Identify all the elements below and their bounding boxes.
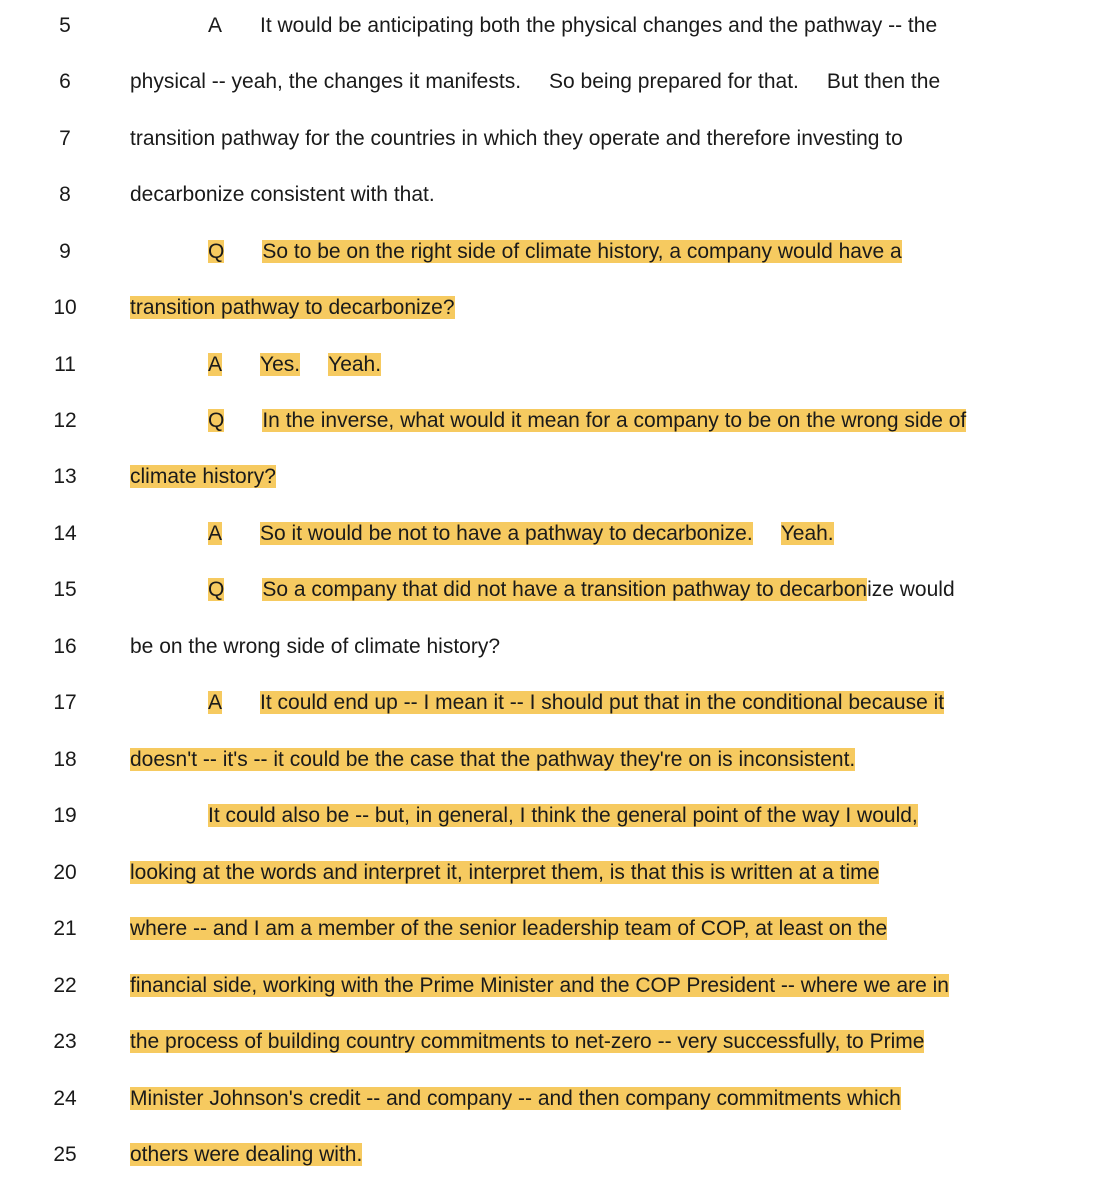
- speaker-label: Q: [208, 409, 225, 432]
- transcript-line: [0, 1021, 1115, 1061]
- question-text: So a company that did not have a transition pathway to decarbon: [262, 578, 868, 601]
- speaker-label: Q: [208, 578, 225, 601]
- line-number: 13: [53, 465, 77, 488]
- line-text: [130, 464, 276, 490]
- answer-text: financial side, working with the Prime Minister and the COP President -- where we are in: [130, 974, 949, 997]
- text-segment: So being prepared for that.: [549, 70, 799, 93]
- speaker-label: A: [208, 353, 223, 376]
- line-text: [130, 69, 940, 95]
- transcript-line: [0, 287, 1115, 327]
- transcript-line: [0, 626, 1115, 666]
- line-number: 21: [53, 917, 77, 940]
- transcript-line: [0, 739, 1115, 779]
- speaker-label: A: [208, 522, 223, 545]
- answer-text: Minister Johnson's credit -- and company -- and then company commitments which: [130, 1087, 901, 1110]
- transcript-line: [0, 174, 1115, 214]
- transcript-line: [0, 1078, 1115, 1118]
- speaker-label: Q: [208, 240, 225, 263]
- line-number: 5: [59, 14, 71, 37]
- transcript-line: [0, 852, 1115, 892]
- answer-text: It could end up -- I mean it -- I should put that in the conditional because it: [260, 691, 945, 714]
- question-text-unhighlighted: ize would: [867, 578, 955, 601]
- question-text: transition pathway to decarbonize?: [130, 296, 455, 319]
- answer-text: where -- and I am a member of the senior leadership team of COP, at least on the: [130, 917, 888, 940]
- transcript-line: [0, 231, 1115, 271]
- line-number: 18: [53, 748, 77, 771]
- answer-text: Yes.: [260, 353, 301, 376]
- line-number: 7: [59, 127, 71, 150]
- transcript-line: [0, 61, 1115, 101]
- line-text: [130, 1029, 924, 1055]
- line-number: 9: [59, 240, 71, 263]
- line-text: [130, 860, 879, 886]
- answer-text: doesn't -- it's -- it could be the case that the pathway they're on is inconsistent.: [130, 748, 856, 771]
- transcript-line: [0, 965, 1115, 1005]
- line-number: 19: [53, 804, 77, 827]
- line-number: 23: [53, 1030, 77, 1053]
- transcript-line: [0, 456, 1115, 496]
- line-text: [130, 747, 855, 773]
- transcript-line: [0, 344, 1115, 384]
- line-number: 22: [53, 974, 77, 997]
- line-text: [130, 1086, 901, 1112]
- line-text: [208, 352, 381, 378]
- answer-text: It would be anticipating both the physical changes and the pathway -- the: [260, 14, 938, 37]
- speaker-label: A: [208, 14, 223, 37]
- answer-text: looking at the words and interpret it, interpret them, is that this is written at a time: [130, 861, 880, 884]
- answer-text: It could also be -- but, in general, I think the general point of the way I would,: [208, 804, 918, 827]
- transcript-line: [0, 795, 1115, 835]
- question-text: So to be on the right side of climate history, a company would have a: [262, 240, 902, 263]
- answer-text: Yeah.: [328, 353, 382, 376]
- line-number: 17: [53, 691, 77, 714]
- transcript-line: [0, 908, 1115, 948]
- line-number: 10: [53, 296, 77, 319]
- line-number: 20: [53, 861, 77, 884]
- answer-text: others were dealing with.: [130, 1143, 363, 1166]
- line-text: [130, 1142, 362, 1168]
- line-number: 12: [53, 409, 77, 432]
- transcript-line: [0, 682, 1115, 722]
- line-number: 15: [53, 578, 77, 601]
- line-text: be on the wrong side of climate history?: [130, 635, 501, 658]
- line-number: 8: [59, 183, 71, 206]
- transcript-line: [0, 569, 1115, 609]
- answer-text: the process of building country commitments to net-zero -- very successfully, to Prime: [130, 1030, 925, 1053]
- line-text: [208, 408, 966, 434]
- line-number: 11: [54, 353, 76, 376]
- text-segment: physical -- yeah, the changes it manifests.: [130, 70, 522, 93]
- transcript-line: [0, 5, 1115, 45]
- transcript-line: [0, 1134, 1115, 1174]
- line-number: 16: [53, 635, 77, 658]
- line-number: 14: [53, 522, 77, 545]
- line-text: [208, 521, 834, 547]
- line-text: decarbonize consistent with that.: [130, 183, 435, 206]
- line-text: transition pathway for the countries in which they operate and therefore investing to: [130, 127, 903, 150]
- line-text: [208, 239, 902, 265]
- line-text: [130, 916, 887, 942]
- line-text: [130, 295, 455, 321]
- text-segment: But then the: [826, 70, 941, 93]
- transcript-line: [0, 513, 1115, 553]
- question-text: In the inverse, what would it mean for a company to be on the wrong side of: [262, 409, 967, 432]
- answer-text: So it would be not to have a pathway to decarbonize.: [260, 522, 753, 545]
- speaker-label: A: [208, 691, 223, 714]
- line-text: [208, 577, 955, 603]
- transcript-line: [0, 400, 1115, 440]
- line-text: [208, 690, 944, 716]
- line-text: [130, 973, 949, 999]
- line-text: [208, 803, 918, 829]
- answer-text: Yeah.: [780, 522, 834, 545]
- line-text: [208, 13, 937, 39]
- line-number: 6: [59, 70, 71, 93]
- line-number: 24: [53, 1087, 77, 1110]
- line-number: 25: [53, 1143, 77, 1166]
- transcript-line: [0, 118, 1115, 158]
- question-text: climate history?: [130, 465, 276, 488]
